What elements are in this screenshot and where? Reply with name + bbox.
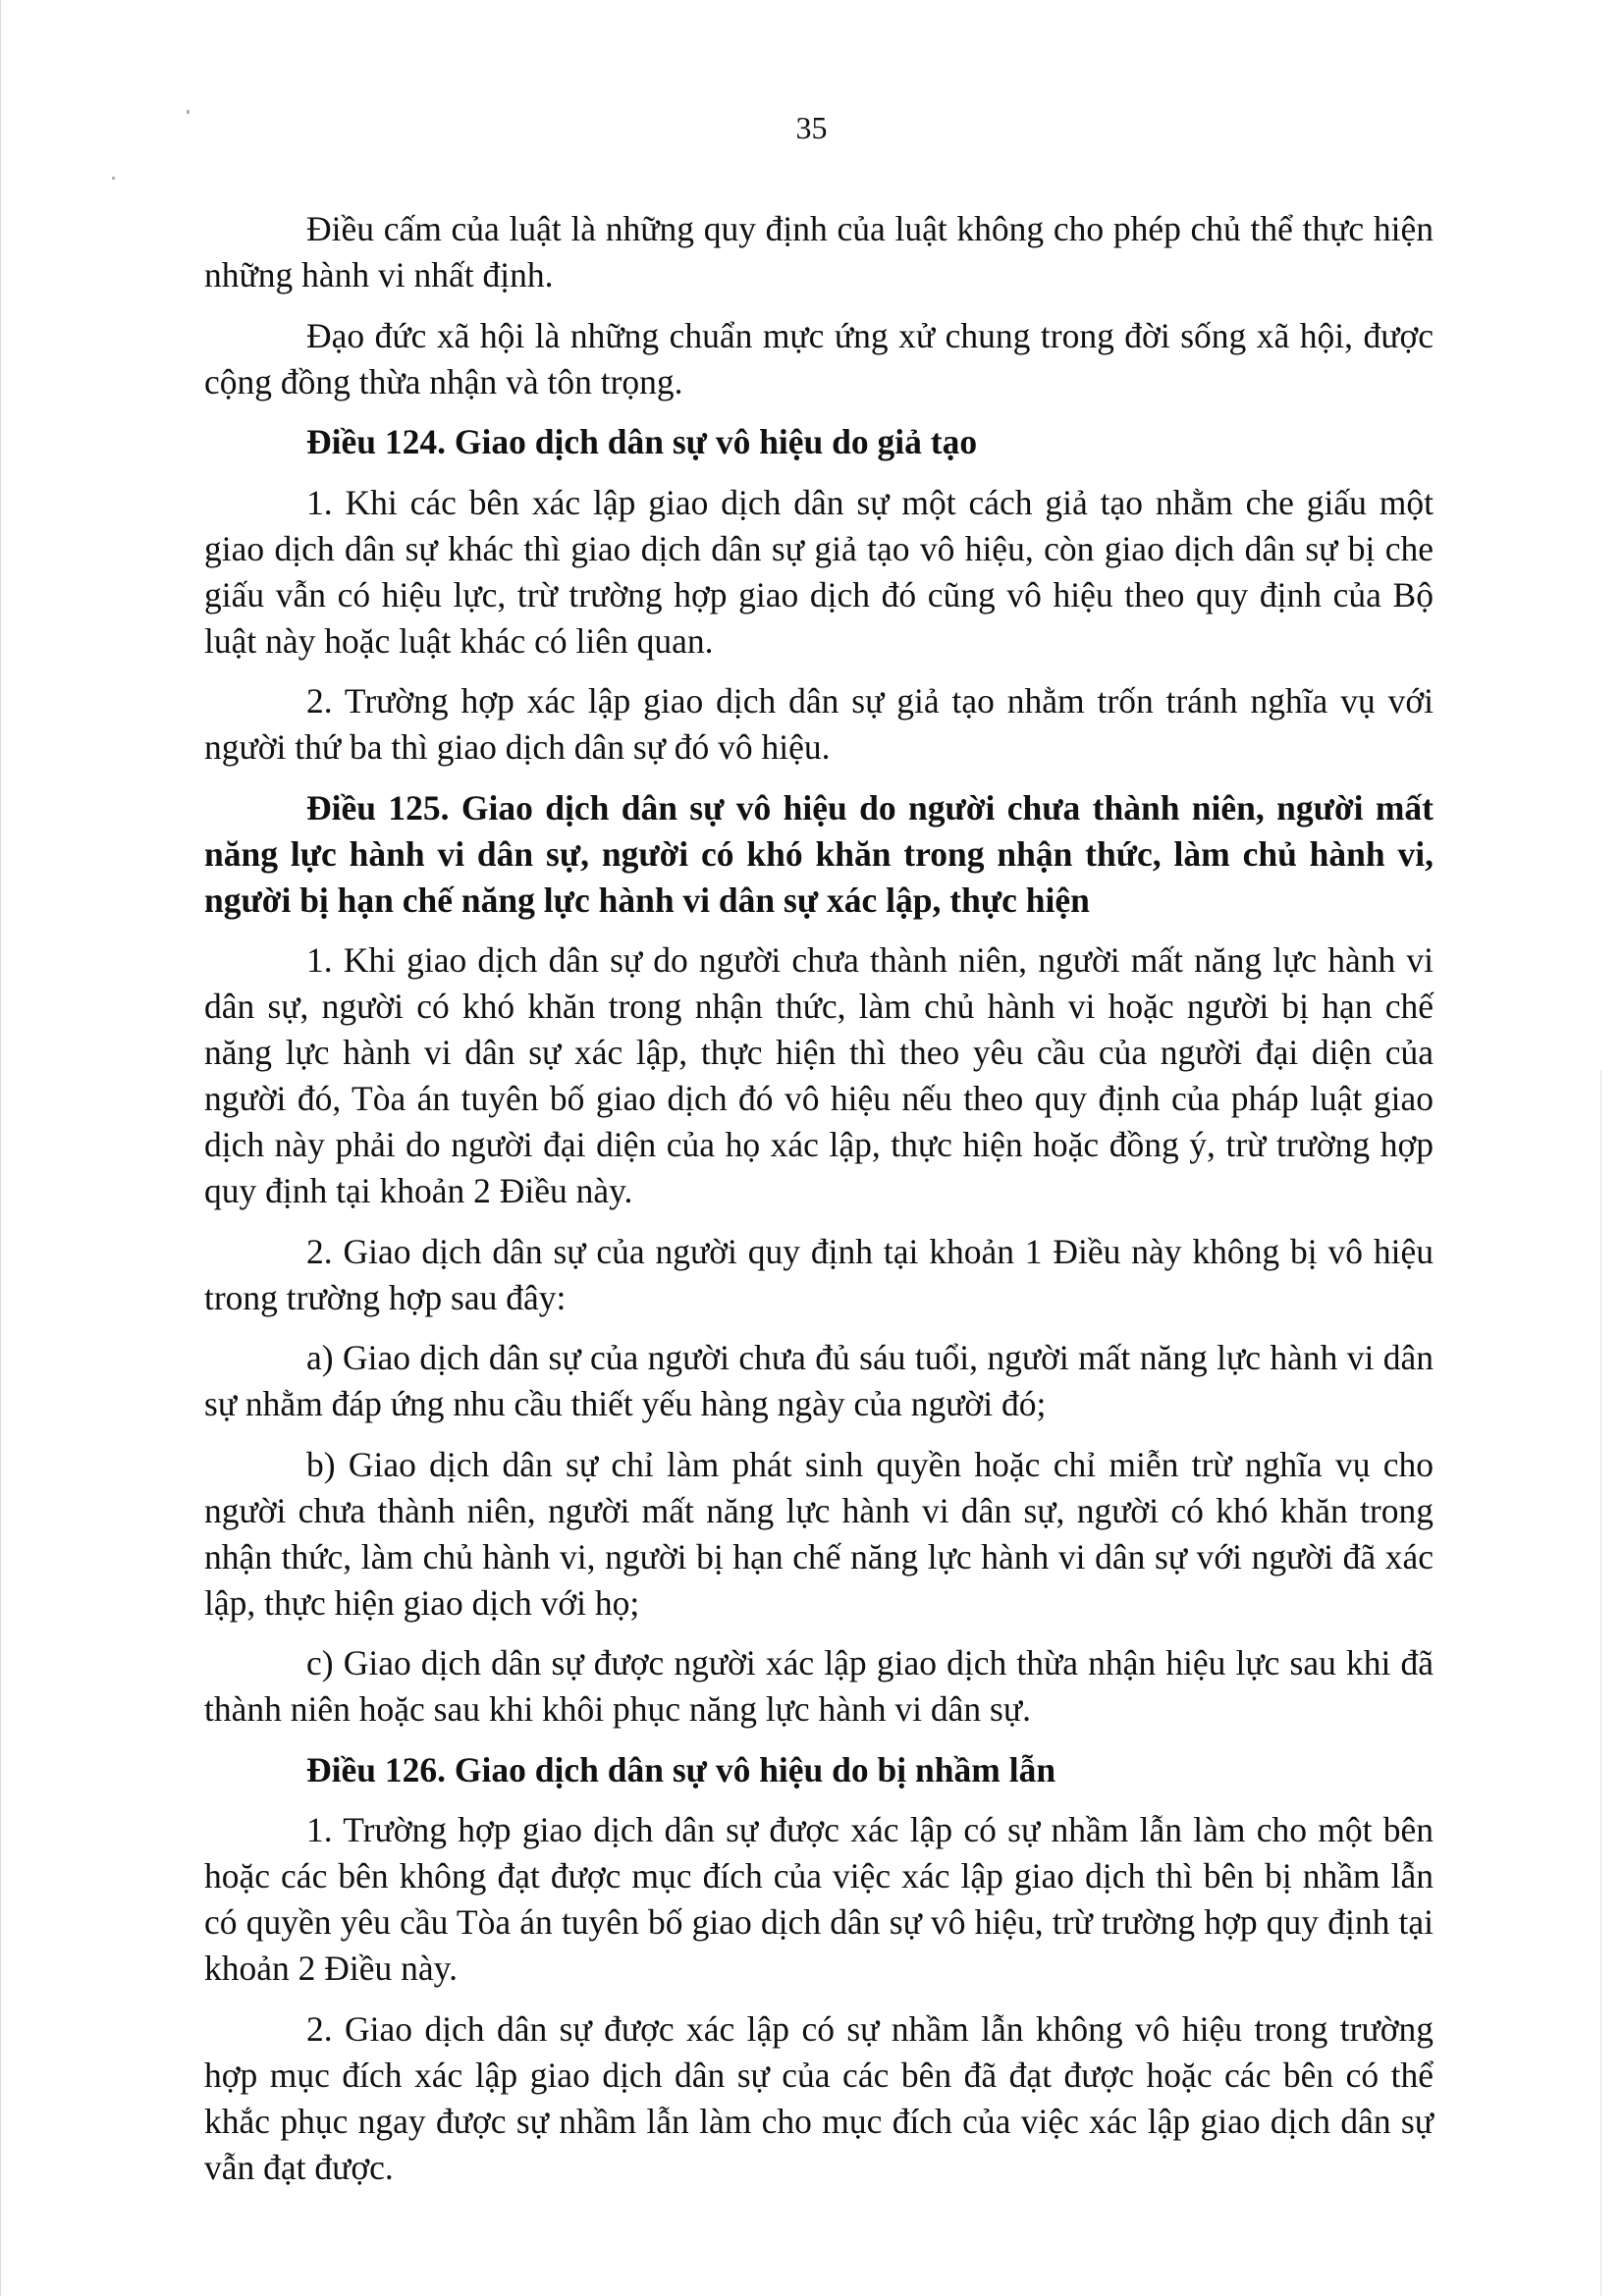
scan-dot	[112, 177, 115, 180]
scan-edge-line	[1600, 1070, 1601, 2296]
paragraph: 2. Giao dịch dân sự của người quy định tại khoản 1 Điều này không bị vô hiệu trong trường hợp sau đây:	[204, 1231, 1434, 1317]
paragraph: 1. Khi các bên xác lập giao dịch dân sự một cách giả tạo nhằm che giấu một giao dịch dân sự khác thì giao dịch dân sự giả tạo vô hiệu, còn giao dịch dân sự bị che giấu vẫn có hiệu lực, trừ trường hợp giao dịch đó cũng vô hiệu theo quy định của Bộ luật này hoặc luật khác có liên quan.	[204, 482, 1434, 661]
paragraph: 1. Trường hợp giao dịch dân sự được xác lập có sự nhầm lẫn làm cho một bên hoặc các bên không đạt được mục đích của việc xác lập giao dịch thì bên bị nhầm lẫn có quyền yêu cầu Tòa án tuyên bố giao dịch dân sự vô hiệu, trừ trường hợp quy định tại khoản 2 Điều này.	[204, 1810, 1434, 1988]
scan-edge-line	[0, 0, 1, 2296]
paragraph: 2. Trường hợp xác lập giao dịch dân sự giả tạo nhằm trốn tránh nghĩa vụ với người thứ ba thì giao dịch dân sự đó vô hiệu.	[204, 681, 1434, 767]
page-number: 35	[795, 110, 828, 145]
document-body	[204, 206, 1434, 2205]
paragraph: c) Giao dịch dân sự được người xác lập giao dịch thừa nhận hiệu lực sau khi đã thành niên hoặc sau khi khôi phục năng lực hành vi dân sự.	[204, 1643, 1434, 1729]
paragraph: Đạo đức xã hội là những chuẩn mực ứng xử chung trong đời sống xã hội, được cộng đồng thừa nhận và tôn trọng.	[204, 315, 1434, 401]
paragraph: 1. Khi giao dịch dân sự do người chưa thành niên, người mất năng lực hành vi dân sự, người có khó khăn trong nhận thức, làm chủ hành vi hoặc người bị hạn chế năng lực hành vi dân sự xác lập, thực hiện thì theo yêu cầu của người đại diện của người đó, Tòa án tuyên bố giao dịch đó vô hiệu nếu theo quy định của pháp luật giao dịch này phải do người đại diện của họ xác lập, thực hiện hoặc đồng ý, trừ trường hợp quy định tại khoản 2 Điều này.	[204, 940, 1434, 1210]
paragraph: 2. Giao dịch dân sự được xác lập có sự nhầm lẫn không vô hiệu trong trường hợp mục đích xác lập giao dịch dân sự của các bên đã đạt được hoặc các bên có thể khắc phục ngay được sự nhầm lẫn làm cho mục đích của việc xác lập giao dịch dân sự vẫn đạt được.	[204, 2008, 1434, 2187]
article-heading: Điều 125. Giao dịch dân sự vô hiệu do người chưa thành niên, người mất năng lực hành vi dân sự, người có khó khăn trong nhận thức, làm chủ hành vi, người bị hạn chế năng lực hành vi dân sự xác lập, thực hiện	[204, 787, 1434, 920]
article-heading: Điều 124. Giao dịch dân sự vô hiệu do giả tạo	[306, 422, 978, 461]
article-heading: Điều 126. Giao dịch dân sự vô hiệu do bị nhầm lẫn	[306, 1749, 1056, 1789]
paragraph: Điều cấm của luật là những quy định của luật không cho phép chủ thể thực hiện những hành vi nhất định.	[204, 209, 1434, 294]
paragraph: a) Giao dịch dân sự của người chưa đủ sáu tuổi, người mất năng lực hành vi dân sự nhằm đáp ứng nhu cầu thiết yếu hàng ngày của người đó;	[204, 1338, 1434, 1423]
paragraph: b) Giao dịch dân sự chỉ làm phát sinh quyền hoặc chỉ miễn trừ nghĩa vụ cho người chưa thành niên, người mất năng lực hành vi dân sự, người có khó khăn trong nhận thức, làm chủ hành vi, người bị hạn chế năng lực hành vi dân sự với người đã xác lập, thực hiện giao dịch với họ;	[204, 1444, 1434, 1623]
